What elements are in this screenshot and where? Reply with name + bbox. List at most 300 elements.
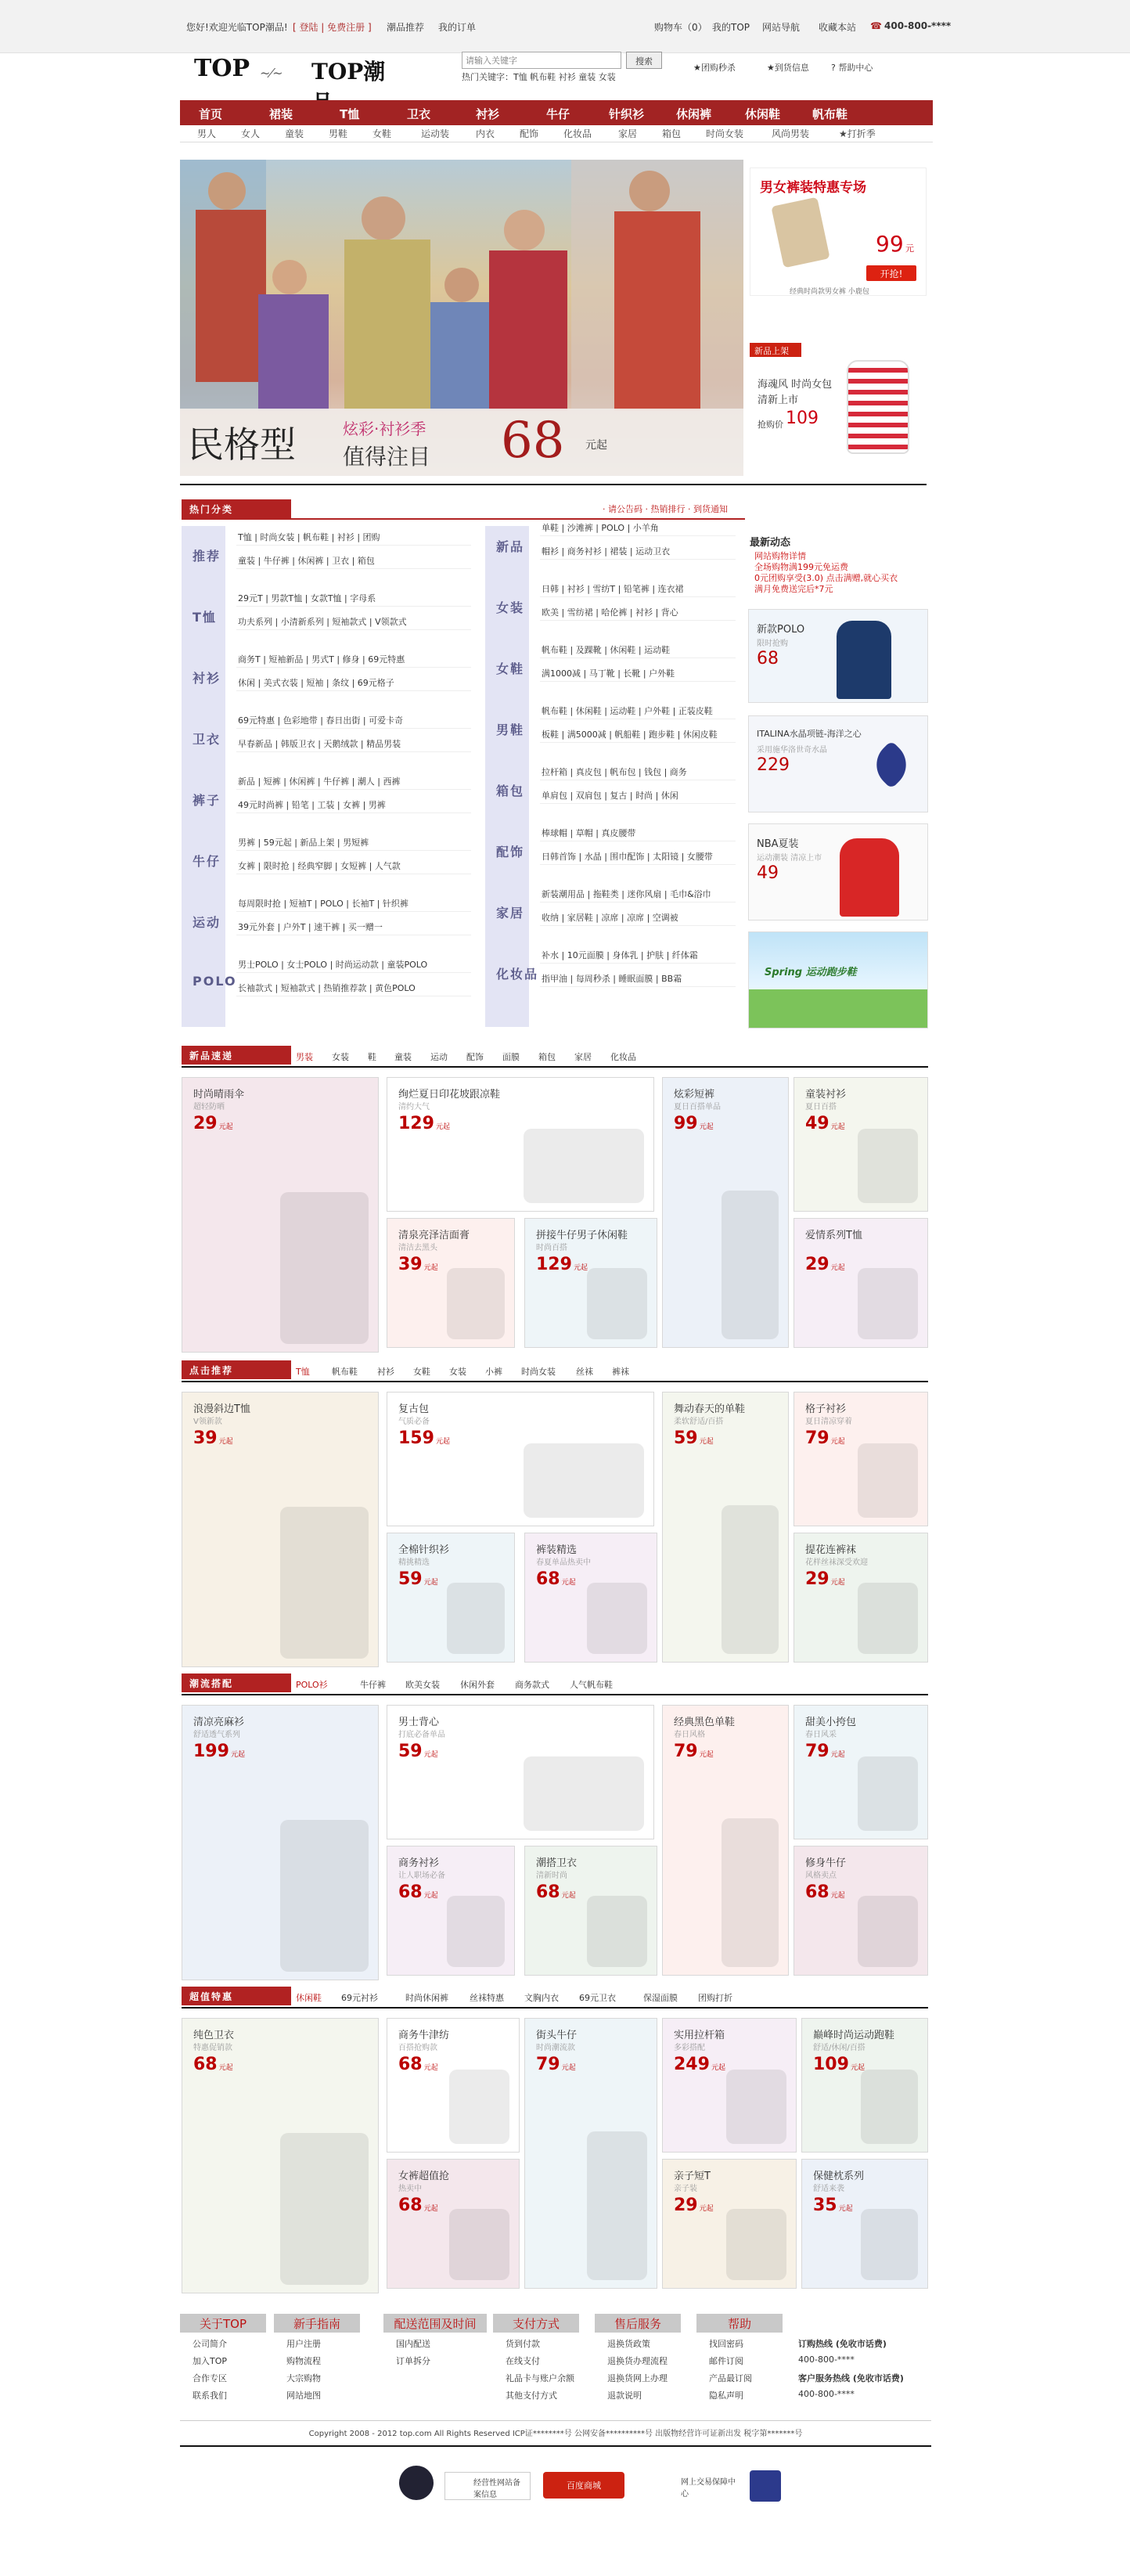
product-subtitle: 时尚潮流款 bbox=[536, 2044, 575, 2052]
product-subtitle: 让人职场必备 bbox=[398, 1872, 445, 1880]
footer-link[interactable]: 联系我们 bbox=[193, 2390, 227, 2401]
category-label[interactable]: POLO bbox=[193, 974, 237, 989]
category-links[interactable]: 单肩包 | 双肩包 | 复古 | 时尚 | 休闲 bbox=[542, 791, 678, 801]
product-card[interactable] bbox=[387, 1218, 515, 1348]
footer-link[interactable]: 大宗购物 bbox=[286, 2373, 321, 2383]
footer-heading: 配送范围及时间 bbox=[383, 2314, 487, 2333]
product-image bbox=[449, 2209, 509, 2280]
login-register-link[interactable]: [ 登陆 | 免费注册 ] bbox=[293, 22, 372, 33]
divider bbox=[180, 484, 927, 485]
nav-item[interactable]: 针织衫 bbox=[609, 107, 645, 121]
sub-nav-item[interactable]: 男鞋 bbox=[329, 128, 348, 139]
category-links[interactable]: 单鞋 | 沙滩裤 | POLO | 小羊角 bbox=[542, 523, 659, 533]
site-logo[interactable] bbox=[194, 49, 398, 92]
hero-banner[interactable] bbox=[180, 160, 743, 476]
product-card[interactable] bbox=[182, 1392, 379, 1667]
price-value: 35 bbox=[813, 2196, 837, 2215]
category-links[interactable]: 帆布鞋 | 及踝靴 | 休闲鞋 | 运动鞋 bbox=[542, 645, 671, 655]
shield-icon bbox=[750, 2470, 781, 2502]
footer-links bbox=[180, 2314, 931, 2408]
section-tab[interactable]: 时尚女装 bbox=[521, 1367, 556, 1377]
row-divider bbox=[236, 667, 471, 668]
product-card[interactable] bbox=[794, 1392, 928, 1526]
help-center-link[interactable] bbox=[831, 61, 873, 74]
product-card[interactable] bbox=[387, 1533, 515, 1663]
price-unit: 元起 bbox=[573, 1264, 588, 1272]
sub-nav-item[interactable]: 箱包 bbox=[662, 128, 682, 139]
product-card[interactable] bbox=[524, 1218, 657, 1348]
logo-swoosh-icon: ~⁄~ bbox=[260, 66, 283, 81]
sub-nav-item[interactable]: 童装 bbox=[285, 128, 304, 139]
hot-keywords-label: 热门关键字： bbox=[462, 72, 513, 82]
badge-baidu[interactable]: 百度商城 bbox=[543, 2472, 624, 2499]
product-card[interactable] bbox=[387, 2018, 520, 2153]
product-image bbox=[587, 1583, 647, 1654]
product-image bbox=[861, 2070, 918, 2144]
promo2-desc2: 清新上市 bbox=[758, 395, 799, 406]
product-card[interactable] bbox=[387, 1077, 654, 1212]
footer-link[interactable]: 加入TOP bbox=[193, 2356, 228, 2366]
product-price bbox=[193, 1742, 245, 1761]
product-card[interactable] bbox=[387, 1392, 654, 1526]
category-links[interactable]: 拉杆箱 | 真皮包 | 帆布包 | 钱包 | 商务 bbox=[542, 767, 687, 777]
sub-nav-item[interactable]: 女人 bbox=[241, 128, 261, 139]
section-tab[interactable]: 家居 bbox=[574, 1052, 592, 1062]
sub-nav-item[interactable]: 化妆品 bbox=[563, 128, 592, 139]
section-tab[interactable]: 衬衫 bbox=[377, 1367, 394, 1377]
footer-link[interactable]: 货到付款 bbox=[506, 2339, 540, 2349]
category-links[interactable]: 新品 | 短裤 | 休闲裤 | 牛仔裤 | 潮人 | 西裤 bbox=[238, 776, 401, 787]
row-divider bbox=[540, 742, 736, 743]
section-tab[interactable]: 帆布鞋 bbox=[332, 1367, 358, 1377]
nav-item[interactable]: 休闲裤 bbox=[676, 107, 712, 121]
category-links[interactable]: 休闲 | 美式衣装 | 短袖 | 条纹 | 69元格子 bbox=[238, 678, 394, 688]
product-card[interactable] bbox=[662, 1077, 789, 1348]
product-image bbox=[858, 1443, 918, 1518]
category-links[interactable]: 49元时尚裤 | 铅笔 | 工装 | 女裤 | 男裤 bbox=[238, 800, 386, 810]
product-card[interactable] bbox=[794, 1533, 928, 1663]
price-value: 129 bbox=[536, 1255, 572, 1274]
promo-go-button[interactable]: 开抢! bbox=[866, 265, 916, 281]
section-tab[interactable]: 休闲外套 bbox=[460, 1680, 495, 1690]
section-tab[interactable]: 商务款式 bbox=[515, 1680, 549, 1690]
price-value: 49 bbox=[805, 1114, 830, 1133]
product-price bbox=[398, 1742, 438, 1761]
product-image bbox=[722, 1818, 779, 1967]
nav-item[interactable]: T恤 bbox=[340, 107, 360, 121]
footer-link[interactable]: 其他支付方式 bbox=[506, 2390, 557, 2401]
product-subtitle: 花样丝袜深受欢迎 bbox=[805, 1558, 868, 1567]
section-tab[interactable]: 丝袜特惠 bbox=[470, 1993, 504, 2003]
product-card[interactable] bbox=[662, 1392, 789, 1663]
product-card[interactable] bbox=[801, 2018, 928, 2153]
product-subtitle: 百搭抢购款 bbox=[398, 2044, 437, 2052]
product-card[interactable] bbox=[182, 2018, 379, 2293]
category-links[interactable]: 男士POLO | 女士POLO | 时尚运动款 | 童装POLO bbox=[238, 960, 428, 970]
category-links[interactable]: 69元特惠 | 色彩地带 | 春日出街 | 可爱卡奇 bbox=[238, 715, 404, 726]
section-tab[interactable]: 丝袜 bbox=[576, 1367, 593, 1377]
price-value: 68 bbox=[536, 1882, 560, 1902]
help-icon: ? bbox=[831, 63, 836, 73]
price-value: 99 bbox=[674, 1114, 698, 1133]
row-divider bbox=[540, 925, 736, 926]
product-subtitle: 柔软舒适/百搭 bbox=[674, 1418, 724, 1426]
sub-nav-item[interactable]: 时尚女装 bbox=[706, 128, 744, 139]
category-links[interactable]: 指甲油 | 每周秒杀 | 睡眠面膜 | BB霜 bbox=[542, 974, 682, 984]
category-links[interactable]: 商务T | 短袖新品 | 男式T | 修身 | 69元特惠 bbox=[238, 654, 405, 665]
category-links[interactable]: 帆布鞋 | 休闲鞋 | 运动鞋 | 户外鞋 | 正装皮鞋 bbox=[542, 706, 713, 716]
price-value: 68 bbox=[398, 1882, 423, 1902]
nav-item[interactable]: 卫衣 bbox=[407, 107, 431, 121]
price-value: 39 bbox=[398, 1255, 423, 1274]
news-item[interactable]: 全场购物满199元免运费 bbox=[754, 562, 848, 572]
sub-nav-item[interactable]: 男人 bbox=[197, 128, 217, 139]
product-card[interactable] bbox=[794, 1846, 928, 1976]
price-value: 79 bbox=[674, 1742, 698, 1761]
category-links[interactable]: 童装 | 牛仔裤 | 休闲裤 | 卫衣 | 箱包 bbox=[238, 556, 375, 566]
product-card[interactable] bbox=[387, 1846, 515, 1976]
category-links[interactable]: 39元外套 | 户外T | 速干裤 | 买一赠一 bbox=[238, 922, 383, 932]
section-tab[interactable]: 小裤 bbox=[485, 1367, 502, 1377]
news-item[interactable]: 网站购物详情 bbox=[754, 551, 806, 561]
price-value: 79 bbox=[805, 1429, 830, 1448]
category-links[interactable]: 帽衫 | 商务衬衫 | 裙装 | 运动卫衣 bbox=[542, 546, 671, 557]
badge-label: 经营性网站备案信息 bbox=[473, 2479, 520, 2499]
product-image bbox=[722, 1191, 779, 1339]
category-links[interactable]: 长袖款式 | 短袖款式 | 热销推荐款 | 黄色POLO bbox=[238, 983, 416, 993]
price-unit: 元起 bbox=[850, 2064, 865, 2072]
news-item[interactable]: 满月免费送完后*7元 bbox=[754, 584, 833, 594]
product-subtitle: 夏日百搭 bbox=[805, 1103, 837, 1111]
product-subtitle: 清约大气 bbox=[398, 1103, 430, 1111]
footer-link[interactable]: 找回密码 bbox=[709, 2339, 743, 2349]
copyright: Copyright 2008 - 2012 top.com All Rights Reserved ICP证********号 公网安备**********号 出版物经营许可证新出发 税字第*******号 bbox=[308, 2430, 803, 2438]
category-links[interactable]: 早春新品 | 韩版卫衣 | 天鹅绒款 | 精品男装 bbox=[238, 739, 401, 749]
section-tab[interactable]: 欧美女装 bbox=[405, 1680, 440, 1690]
footer-link[interactable]: 在线支付 bbox=[506, 2356, 540, 2366]
section-tab[interactable]: 文胸内衣 bbox=[524, 1993, 559, 2003]
category-links[interactable]: 日韩首饰 | 水晶 | 围巾配饰 | 太阳镜 | 女腰带 bbox=[542, 852, 713, 862]
product-title: 潮搭卫衣 bbox=[536, 1857, 578, 1869]
side-card[interactable] bbox=[748, 715, 928, 812]
category-label[interactable]: 箱包 bbox=[496, 784, 525, 798]
product-card[interactable] bbox=[387, 1705, 654, 1839]
product-price bbox=[536, 2055, 576, 2074]
price-value: 109 bbox=[813, 2055, 849, 2074]
footer-link[interactable]: 用户注册 bbox=[286, 2339, 321, 2349]
sub-nav-item[interactable]: 家居 bbox=[618, 128, 638, 139]
section-title: 超值特惠 bbox=[182, 1987, 291, 2005]
search-button[interactable]: 搜索 bbox=[626, 52, 662, 69]
footer-link[interactable]: 国内配送 bbox=[396, 2339, 430, 2349]
group-buy-link[interactable]: ★团购秒杀 bbox=[693, 63, 736, 73]
sub-nav-item[interactable]: 配饰 bbox=[520, 128, 539, 139]
search-input-field[interactable] bbox=[462, 52, 621, 68]
product-title: 复古包 bbox=[398, 1403, 430, 1415]
footer-link[interactable]: 退款说明 bbox=[607, 2390, 642, 2401]
section-tab[interactable]: 配饰 bbox=[466, 1052, 484, 1062]
product-card[interactable] bbox=[524, 1846, 657, 1976]
latest-news bbox=[750, 531, 927, 606]
product-card[interactable] bbox=[794, 1705, 928, 1839]
section-tab[interactable]: 化妆品 bbox=[610, 1052, 636, 1062]
hot-section-links[interactable]: · 请公告码 · 热销排行 · 到货通知 bbox=[603, 504, 728, 514]
row-divider bbox=[540, 596, 736, 597]
footer-heading: 新手指南 bbox=[274, 2314, 360, 2333]
row-divider bbox=[236, 812, 471, 813]
product-card[interactable] bbox=[182, 1705, 379, 1980]
section-tab[interactable]: 女鞋 bbox=[413, 1367, 430, 1377]
sub-nav-item[interactable]: 运动装 bbox=[421, 128, 450, 139]
sub-nav-item[interactable]: 女鞋 bbox=[372, 128, 392, 139]
row-divider bbox=[236, 789, 471, 790]
product-price bbox=[398, 2196, 438, 2215]
recommend-link[interactable]: 潮品推荐 bbox=[387, 22, 425, 33]
nav-item[interactable]: 帆布鞋 bbox=[812, 107, 848, 121]
section-tab[interactable]: POLO衫 bbox=[296, 1680, 328, 1690]
product-subtitle: 时尚百搭 bbox=[536, 1244, 567, 1252]
section-tab[interactable]: 牛仔裤 bbox=[360, 1680, 386, 1690]
category-links[interactable]: 补水 | 10元面膜 | 身体乳 | 护肤 | 纤体霜 bbox=[542, 950, 698, 960]
section-tab[interactable]: 团购打折 bbox=[698, 1993, 732, 2003]
badge-trade[interactable] bbox=[654, 2472, 740, 2499]
badge-record[interactable] bbox=[444, 2472, 531, 2500]
category-label[interactable]: 推荐 bbox=[193, 549, 221, 564]
footer-link[interactable]: 合作专区 bbox=[193, 2373, 227, 2383]
product-price bbox=[536, 1569, 576, 1589]
section-tab[interactable]: 时尚休闲裤 bbox=[405, 1993, 448, 2003]
favorite-link[interactable]: 收藏本站 bbox=[819, 22, 857, 33]
price-unit: 元起 bbox=[218, 1123, 233, 1131]
tshirt-image bbox=[840, 838, 899, 917]
footer-link[interactable]: 订单拆分 bbox=[396, 2356, 430, 2366]
section-tab[interactable]: 69元衬衫 bbox=[341, 1993, 378, 2003]
footer-link[interactable]: 公司简介 bbox=[193, 2339, 227, 2349]
footer-heading: 关于TOP bbox=[180, 2314, 266, 2333]
product-image bbox=[587, 1896, 647, 1967]
price-value: 68 bbox=[398, 2055, 423, 2074]
section-tab[interactable]: 女装 bbox=[332, 1052, 349, 1062]
logo-text: TOP潮 bbox=[311, 59, 386, 85]
product-subtitle: 精挑精选 bbox=[398, 1558, 430, 1567]
category-links[interactable]: 板鞋 | 满5000减 | 帆船鞋 | 跑步鞋 | 休闲皮鞋 bbox=[542, 730, 718, 740]
product-price bbox=[674, 2055, 725, 2074]
footer-link[interactable]: 退换货政策 bbox=[607, 2339, 650, 2349]
product-image bbox=[447, 1268, 505, 1339]
side-card[interactable] bbox=[748, 931, 928, 1029]
product-title: 男士背心 bbox=[398, 1717, 440, 1728]
price-value: 59 bbox=[398, 1569, 423, 1589]
footer-link[interactable]: 邮件订阅 bbox=[709, 2356, 743, 2366]
category-label[interactable]: 运动 bbox=[193, 915, 221, 930]
category-label[interactable]: 衬衫 bbox=[193, 671, 221, 686]
footer-heading: 支付方式 bbox=[493, 2314, 579, 2333]
promo-unit: 元 bbox=[905, 243, 914, 254]
category-label[interactable]: 牛仔 bbox=[193, 854, 221, 869]
product-image bbox=[587, 2131, 647, 2280]
product-card[interactable] bbox=[662, 2018, 797, 2153]
nav-item[interactable]: 首页 bbox=[199, 107, 223, 121]
category-label[interactable]: T恤 bbox=[193, 610, 217, 625]
product-price bbox=[813, 2055, 865, 2074]
product-title: 清凉亮麻衫 bbox=[193, 1717, 245, 1728]
category-links[interactable]: 男裤 | 59元起 | 新品上架 | 男短裤 bbox=[238, 838, 369, 848]
price-unit: 元起 bbox=[830, 1123, 845, 1131]
category-links[interactable]: 新装潮用品 | 拖鞋类 | 迷你风扇 | 毛巾&浴巾 bbox=[542, 889, 711, 899]
category-label[interactable]: 家居 bbox=[496, 906, 525, 921]
row-divider bbox=[236, 568, 471, 569]
site-nav-link[interactable]: 网站导航 bbox=[762, 22, 801, 33]
arrival-info-link[interactable]: ★到货信息 bbox=[767, 63, 809, 73]
sub-nav-item[interactable]: 内衣 bbox=[476, 128, 495, 139]
product-image bbox=[858, 1268, 918, 1339]
search-input[interactable] bbox=[462, 52, 621, 69]
product-image bbox=[861, 2209, 918, 2280]
section-tab[interactable]: 童装 bbox=[394, 1052, 412, 1062]
hot-keywords bbox=[462, 70, 616, 83]
footer-heading: 售后服务 bbox=[595, 2314, 681, 2333]
section-tab[interactable]: 运动 bbox=[430, 1052, 448, 1062]
product-price bbox=[193, 1429, 233, 1448]
footer-link[interactable]: 隐私声明 bbox=[709, 2390, 743, 2401]
product-subtitle: V领新款 bbox=[193, 1418, 222, 1426]
price-unit: 元起 bbox=[830, 1892, 845, 1900]
section-line bbox=[182, 2007, 928, 2009]
promo-pants[interactable] bbox=[750, 168, 927, 296]
category-label[interactable]: 女装 bbox=[496, 600, 525, 615]
product-card[interactable] bbox=[387, 2159, 520, 2289]
my-orders-link[interactable]: 我的订单 bbox=[438, 22, 477, 33]
sub-nav-item[interactable]: ★打折季 bbox=[839, 128, 876, 139]
category-links[interactable]: 棒球帽 | 草帽 | 真皮腰带 bbox=[542, 828, 636, 838]
badge-label: 网上交易保障中心 bbox=[681, 2478, 736, 2499]
product-price bbox=[805, 1429, 845, 1448]
product-title: 舞动春天的单鞋 bbox=[674, 1403, 746, 1415]
footer-link[interactable]: 产品最订阅 bbox=[709, 2373, 752, 2383]
section-tab[interactable]: 女装 bbox=[449, 1367, 466, 1377]
product-price bbox=[398, 1882, 438, 1902]
category-label[interactable]: 女鞋 bbox=[496, 661, 525, 676]
price-unit: 元起 bbox=[423, 2064, 438, 2072]
footer-link[interactable]: 购物流程 bbox=[286, 2356, 321, 2366]
product-card[interactable] bbox=[794, 1077, 928, 1212]
row-divider bbox=[236, 606, 471, 607]
side-card[interactable] bbox=[748, 823, 928, 921]
nav-item[interactable]: 牛仔 bbox=[546, 107, 570, 121]
product-price bbox=[398, 1569, 438, 1589]
section-tab[interactable]: 保湿面膜 bbox=[643, 1993, 678, 2003]
price-unit: 元起 bbox=[423, 1264, 438, 1272]
price-value: 68 bbox=[536, 1569, 560, 1589]
category-label[interactable]: 配饰 bbox=[496, 845, 525, 859]
product-image bbox=[524, 1129, 644, 1203]
product-subtitle: 春日风采 bbox=[805, 1731, 837, 1739]
category-links[interactable]: 功夫系列 | 小清新系列 | 短袖款式 | V领款式 bbox=[238, 617, 407, 627]
sub-nav-item[interactable]: 风尚男装 bbox=[772, 128, 810, 139]
row-divider bbox=[236, 972, 471, 973]
product-card[interactable] bbox=[524, 2018, 657, 2289]
section-line bbox=[182, 1381, 928, 1382]
price-value: 199 bbox=[193, 1742, 229, 1761]
section-tab[interactable]: 裤袜 bbox=[612, 1367, 629, 1377]
category-links[interactable]: 女裤 | 限时抢 | 经典窄脚 | 女短裤 | 人气款 bbox=[238, 861, 401, 871]
product-title: 保健枕系列 bbox=[813, 2171, 865, 2182]
product-card[interactable] bbox=[794, 1218, 928, 1348]
product-card[interactable] bbox=[662, 2159, 797, 2289]
footer-link[interactable]: 礼品卡与账户余额 bbox=[506, 2373, 574, 2383]
category-links[interactable]: 满1000减 | 马丁靴 | 长靴 | 户外鞋 bbox=[542, 668, 675, 679]
footer-link[interactable]: 退换货网上办理 bbox=[607, 2373, 668, 2383]
category-label[interactable]: 裤子 bbox=[193, 793, 221, 808]
product-subtitle: 气质必备 bbox=[398, 1418, 430, 1426]
product-card[interactable] bbox=[524, 1533, 657, 1663]
price-unit: 元起 bbox=[711, 2064, 725, 2072]
product-title: 亲子短T bbox=[674, 2171, 711, 2182]
category-label[interactable]: 男鞋 bbox=[496, 722, 525, 737]
section-tab[interactable]: 休闲鞋 bbox=[296, 1993, 322, 2003]
category-links[interactable]: T恤 | 时尚女装 | 帆布鞋 | 衬衫 | 团购 bbox=[238, 532, 380, 542]
footer-link[interactable]: 网站地图 bbox=[286, 2390, 321, 2401]
row-divider bbox=[540, 535, 736, 536]
section-tab[interactable]: T恤 bbox=[296, 1367, 310, 1377]
my-top-link[interactable]: 我的TOP bbox=[712, 22, 750, 33]
product-image bbox=[280, 1192, 369, 1344]
nav-item[interactable]: 衬衫 bbox=[476, 107, 500, 121]
promo-bag[interactable] bbox=[750, 337, 927, 462]
promo2-label: 抢购价 bbox=[758, 420, 783, 430]
category-label[interactable]: 化妆品 bbox=[496, 967, 539, 982]
product-title: 提花连裤袜 bbox=[805, 1544, 857, 1556]
row-divider bbox=[236, 690, 471, 691]
cart-link[interactable]: 购物车（0） bbox=[654, 22, 707, 33]
category-label[interactable]: 新品 bbox=[496, 539, 525, 554]
side-card[interactable] bbox=[748, 609, 928, 703]
product-title: 全棉针织衫 bbox=[398, 1544, 450, 1556]
category-links[interactable]: 日韩 | 衬衫 | 雪纺T | 铅笔裤 | 连衣裙 bbox=[542, 584, 684, 594]
section-tab[interactable]: 人气帆布鞋 bbox=[570, 1680, 613, 1690]
product-card[interactable] bbox=[662, 1705, 789, 1976]
section-tab[interactable]: 面膜 bbox=[502, 1052, 520, 1062]
nav-item[interactable]: 裙装 bbox=[269, 107, 293, 121]
product-card[interactable] bbox=[182, 1077, 379, 1353]
section-title: 潮流搭配 bbox=[182, 1673, 291, 1692]
section-tab[interactable]: 69元卫衣 bbox=[579, 1993, 616, 2003]
category-links[interactable]: 29元T | 男款T恤 | 女款T恤 | 字母系 bbox=[238, 593, 376, 603]
section-tab[interactable]: 箱包 bbox=[538, 1052, 556, 1062]
nav-item[interactable]: 休闲鞋 bbox=[745, 107, 781, 121]
product-price bbox=[398, 1255, 438, 1274]
section-tab[interactable]: 男装 bbox=[296, 1052, 313, 1062]
product-title: 巅峰时尚运动跑鞋 bbox=[813, 2030, 895, 2041]
main-nav bbox=[180, 100, 933, 125]
footer-link[interactable]: 退换货办理流程 bbox=[607, 2356, 668, 2366]
category-links[interactable]: 欧美 | 雪纺裙 | 哈伦裤 | 衬衫 | 背心 bbox=[542, 607, 678, 618]
price-unit: 元起 bbox=[230, 1751, 245, 1759]
product-title: 修身牛仔 bbox=[805, 1857, 847, 1869]
category-label[interactable]: 卫衣 bbox=[193, 732, 221, 747]
section-tab[interactable]: 鞋 bbox=[368, 1052, 376, 1062]
news-item[interactable]: 0元团购享受(3.0) 点击满赠,就心买衣 bbox=[754, 573, 898, 583]
product-image bbox=[280, 2133, 369, 2285]
latest-news-title: 最新动态 bbox=[750, 537, 791, 549]
category-links[interactable]: 每周限时抢 | 短袖T | POLO | 长袖T | 针织裤 bbox=[238, 899, 408, 909]
product-card[interactable] bbox=[801, 2159, 928, 2289]
product-title: 商务衬衫 bbox=[398, 1857, 440, 1869]
hot-keywords-list[interactable]: T恤 帆布鞋 衬衫 童装 女装 bbox=[513, 72, 616, 82]
section-line bbox=[182, 1066, 928, 1068]
product-image bbox=[449, 2070, 509, 2144]
category-links[interactable]: 收纳 | 家居鞋 | 凉席 | 凉席 | 空调被 bbox=[542, 913, 678, 923]
